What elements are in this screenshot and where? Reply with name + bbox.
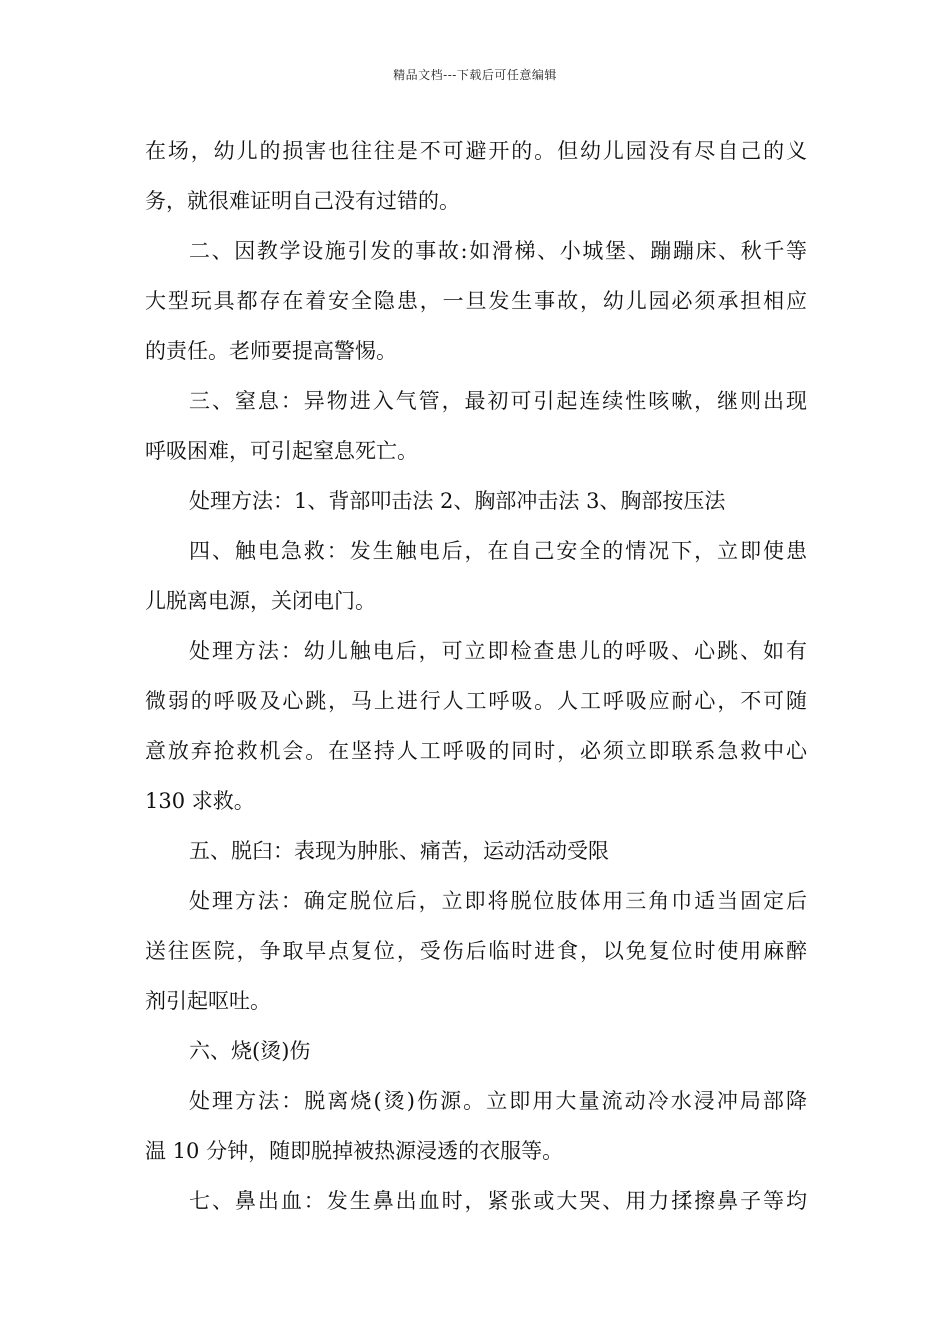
text-line: 五、脱臼：表现为肿胀、痛苦，运动活动受限 xyxy=(189,839,609,863)
text-line: 处理方法：1、背部叩击法 2、胸部冲击法 3、胸部按压法 xyxy=(189,489,726,513)
text-line: 130 求救。 xyxy=(145,789,255,813)
text-line: 剂引起呕吐。 xyxy=(145,989,271,1013)
text-line: 送往医院，争取早点复位，受伤后临时进食，以免复位时使用麻醉 xyxy=(145,939,807,963)
text-line: 处理方法：确定脱位后，立即将脱位肢体用三角巾适当固定后 xyxy=(189,889,807,913)
text-line: 六、烧(烫)伤 xyxy=(189,1039,311,1063)
text-line: 儿脱离电源，关闭电门。 xyxy=(145,589,376,613)
text-line: 处理方法：幼儿触电后，可立即检查患儿的呼吸、心跳、如有 xyxy=(189,639,807,663)
text-line: 意放弃抢救机会。在坚持人工呼吸的同时，必须立即联系急救中心 xyxy=(145,739,807,763)
text-line: 呼吸困难，可引起窒息死亡。 xyxy=(145,439,418,463)
document-body xyxy=(145,126,807,1226)
text-line: 三、窒息：异物进入气管，最初可引起连续性咳嗽，继则出现 xyxy=(189,389,807,413)
text-line: 的责任。老师要提高警惕。 xyxy=(145,339,397,363)
text-line: 处理方法：脱离烧(烫)伤源。立即用大量流动冷水浸冲局部降 xyxy=(189,1089,807,1113)
text-line: 七、鼻出血：发生鼻出血时，紧张或大哭、用力揉擦鼻子等均 xyxy=(189,1189,807,1213)
text-line: 温 10 分钟，随即脱掉被热源浸透的衣服等。 xyxy=(145,1139,564,1163)
text-line: 在场，幼儿的损害也往往是不可避开的。但幼儿园没有尽自己的义 xyxy=(145,139,807,163)
text-line: 务，就很难证明自己没有过错的。 xyxy=(145,189,460,213)
text-line: 大型玩具都存在着安全隐患，一旦发生事故，幼儿园必须承担相应 xyxy=(145,289,807,313)
page-header: 精品文档---下载后可任意编辑 xyxy=(393,68,557,82)
text-line: 微弱的呼吸及心跳，马上进行人工呼吸。人工呼吸应耐心，不可随 xyxy=(145,689,807,713)
text-line: 四、触电急救：发生触电后，在自己安全的情况下，立即使患 xyxy=(189,539,807,563)
text-line: 二、因教学设施引发的事故:如滑梯、小城堡、蹦蹦床、秋千等 xyxy=(189,239,807,263)
